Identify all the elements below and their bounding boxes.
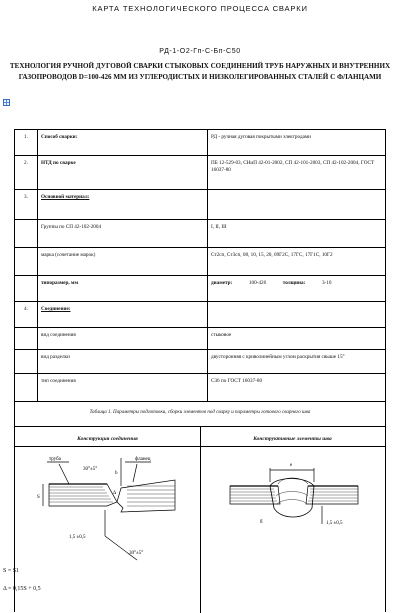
table-row xyxy=(15,190,385,220)
row-label: марка (сочетание марок) xyxy=(37,248,207,275)
label-dim-r: 1,5 ±0,5 xyxy=(326,521,343,526)
table-row xyxy=(15,220,385,248)
label-e: e xyxy=(290,463,293,468)
label-angle: 30°±5° xyxy=(83,467,98,472)
label-s: S xyxy=(37,495,40,500)
label-g: g xyxy=(260,519,263,524)
label-flange: фланец xyxy=(135,457,151,462)
label-angle2: 30°±5° xyxy=(129,551,144,556)
thickness-value: 3-10 xyxy=(321,280,332,286)
table-row xyxy=(15,130,385,156)
doc-code: РД-1-О2-Гп-С-Бп-С50 xyxy=(159,48,241,55)
row-label: тип соединения xyxy=(37,374,207,401)
process-table xyxy=(3,129,386,612)
table-row xyxy=(15,156,385,190)
note-s: S = S1 xyxy=(3,568,20,574)
row-value xyxy=(207,190,385,219)
diameter-label: диаметр: xyxy=(211,280,233,286)
thickness-label: толщина: xyxy=(282,280,306,286)
table-caption: Таблица 1. Параметры подготовки, сборки элементов под сварку и параметры готового сварного шва xyxy=(89,410,311,415)
diameter-value: 100-426 xyxy=(248,280,267,286)
label-delta: Δ xyxy=(113,491,117,496)
left-header: Конструкция соединения xyxy=(77,436,138,442)
row-number: 4. xyxy=(24,306,28,312)
main-title: ТЕХНОЛОГИЯ РУЧНОЙ ДУГОВОЙ СВАРКИ СТЫКОВЫХ СОЕДИНЕНИЙ ТРУБ НАРУЖНЫХ И ВНУТРЕННИХ ГАЗОПРОВОДОВ D=100-426 ММ ИЗ УГЛЕРОДИСТЫХ И НИЗКОЛЕГИРОВАННЫХ СТАЛЕЙ С ФЛАНЦАМИ xyxy=(9,62,391,81)
row-value: двусторонняя с криволинейным углом раскрытия свыше 15° xyxy=(207,350,385,373)
card-title: КАРТА ТЕХНОЛОГИЧЕСКОГО ПРОЦЕССА СВАРКИ xyxy=(92,4,308,13)
table-row xyxy=(15,374,385,402)
row-value: ПБ 12-529-03, СНиП 42-01-2002, СП 42-101-2003, СП 42-102-2004, ГОСТ 16037-80 xyxy=(207,156,385,189)
note-delta: Δ = 0,15S + 0,5 xyxy=(3,586,41,592)
row-label: Соединение: xyxy=(37,302,207,327)
row-label: типоразмер, мм xyxy=(37,276,207,301)
table-row xyxy=(15,276,385,302)
row-label: НТД по сварке xyxy=(37,156,207,189)
row-number: 3. xyxy=(24,194,28,200)
row-label: Основной материал: xyxy=(37,190,207,219)
table-row xyxy=(15,328,385,350)
weld-elements-drawing xyxy=(210,450,378,558)
row-value: С36 по ГОСТ 16037-80 xyxy=(207,374,385,401)
row-label: Группы по СП 42-102-2004 xyxy=(37,220,207,247)
row-label: вид разделки xyxy=(37,350,207,373)
row-number: 1. xyxy=(24,134,28,140)
row-value: I, II, III xyxy=(207,220,385,247)
label-pipe: труба xyxy=(49,457,61,462)
label-b: b xyxy=(115,471,118,476)
row-value xyxy=(207,276,385,301)
label-dim1: 1,5 ±0,5 xyxy=(69,535,86,540)
row-value: РД - ручная дуговая покрытыми электродами xyxy=(207,130,385,155)
row-number: 2. xyxy=(24,160,28,166)
table-move-handle-icon[interactable] xyxy=(3,99,10,106)
row-label: вид соединения xyxy=(37,328,207,349)
table-row xyxy=(15,350,385,374)
row-label: Способ сварки: xyxy=(37,130,207,155)
table-row xyxy=(15,248,385,276)
table-row xyxy=(15,302,385,328)
row-value: стыковое xyxy=(207,328,385,349)
joint-design-drawing xyxy=(25,450,193,568)
right-header: Конструктивные элементы шва xyxy=(253,436,332,442)
row-value: Ст2сп, Ст3сп, 08, 10, 15, 20, 09Г2С, 17ГС, 17Г1С, 10Г2 xyxy=(207,248,385,275)
